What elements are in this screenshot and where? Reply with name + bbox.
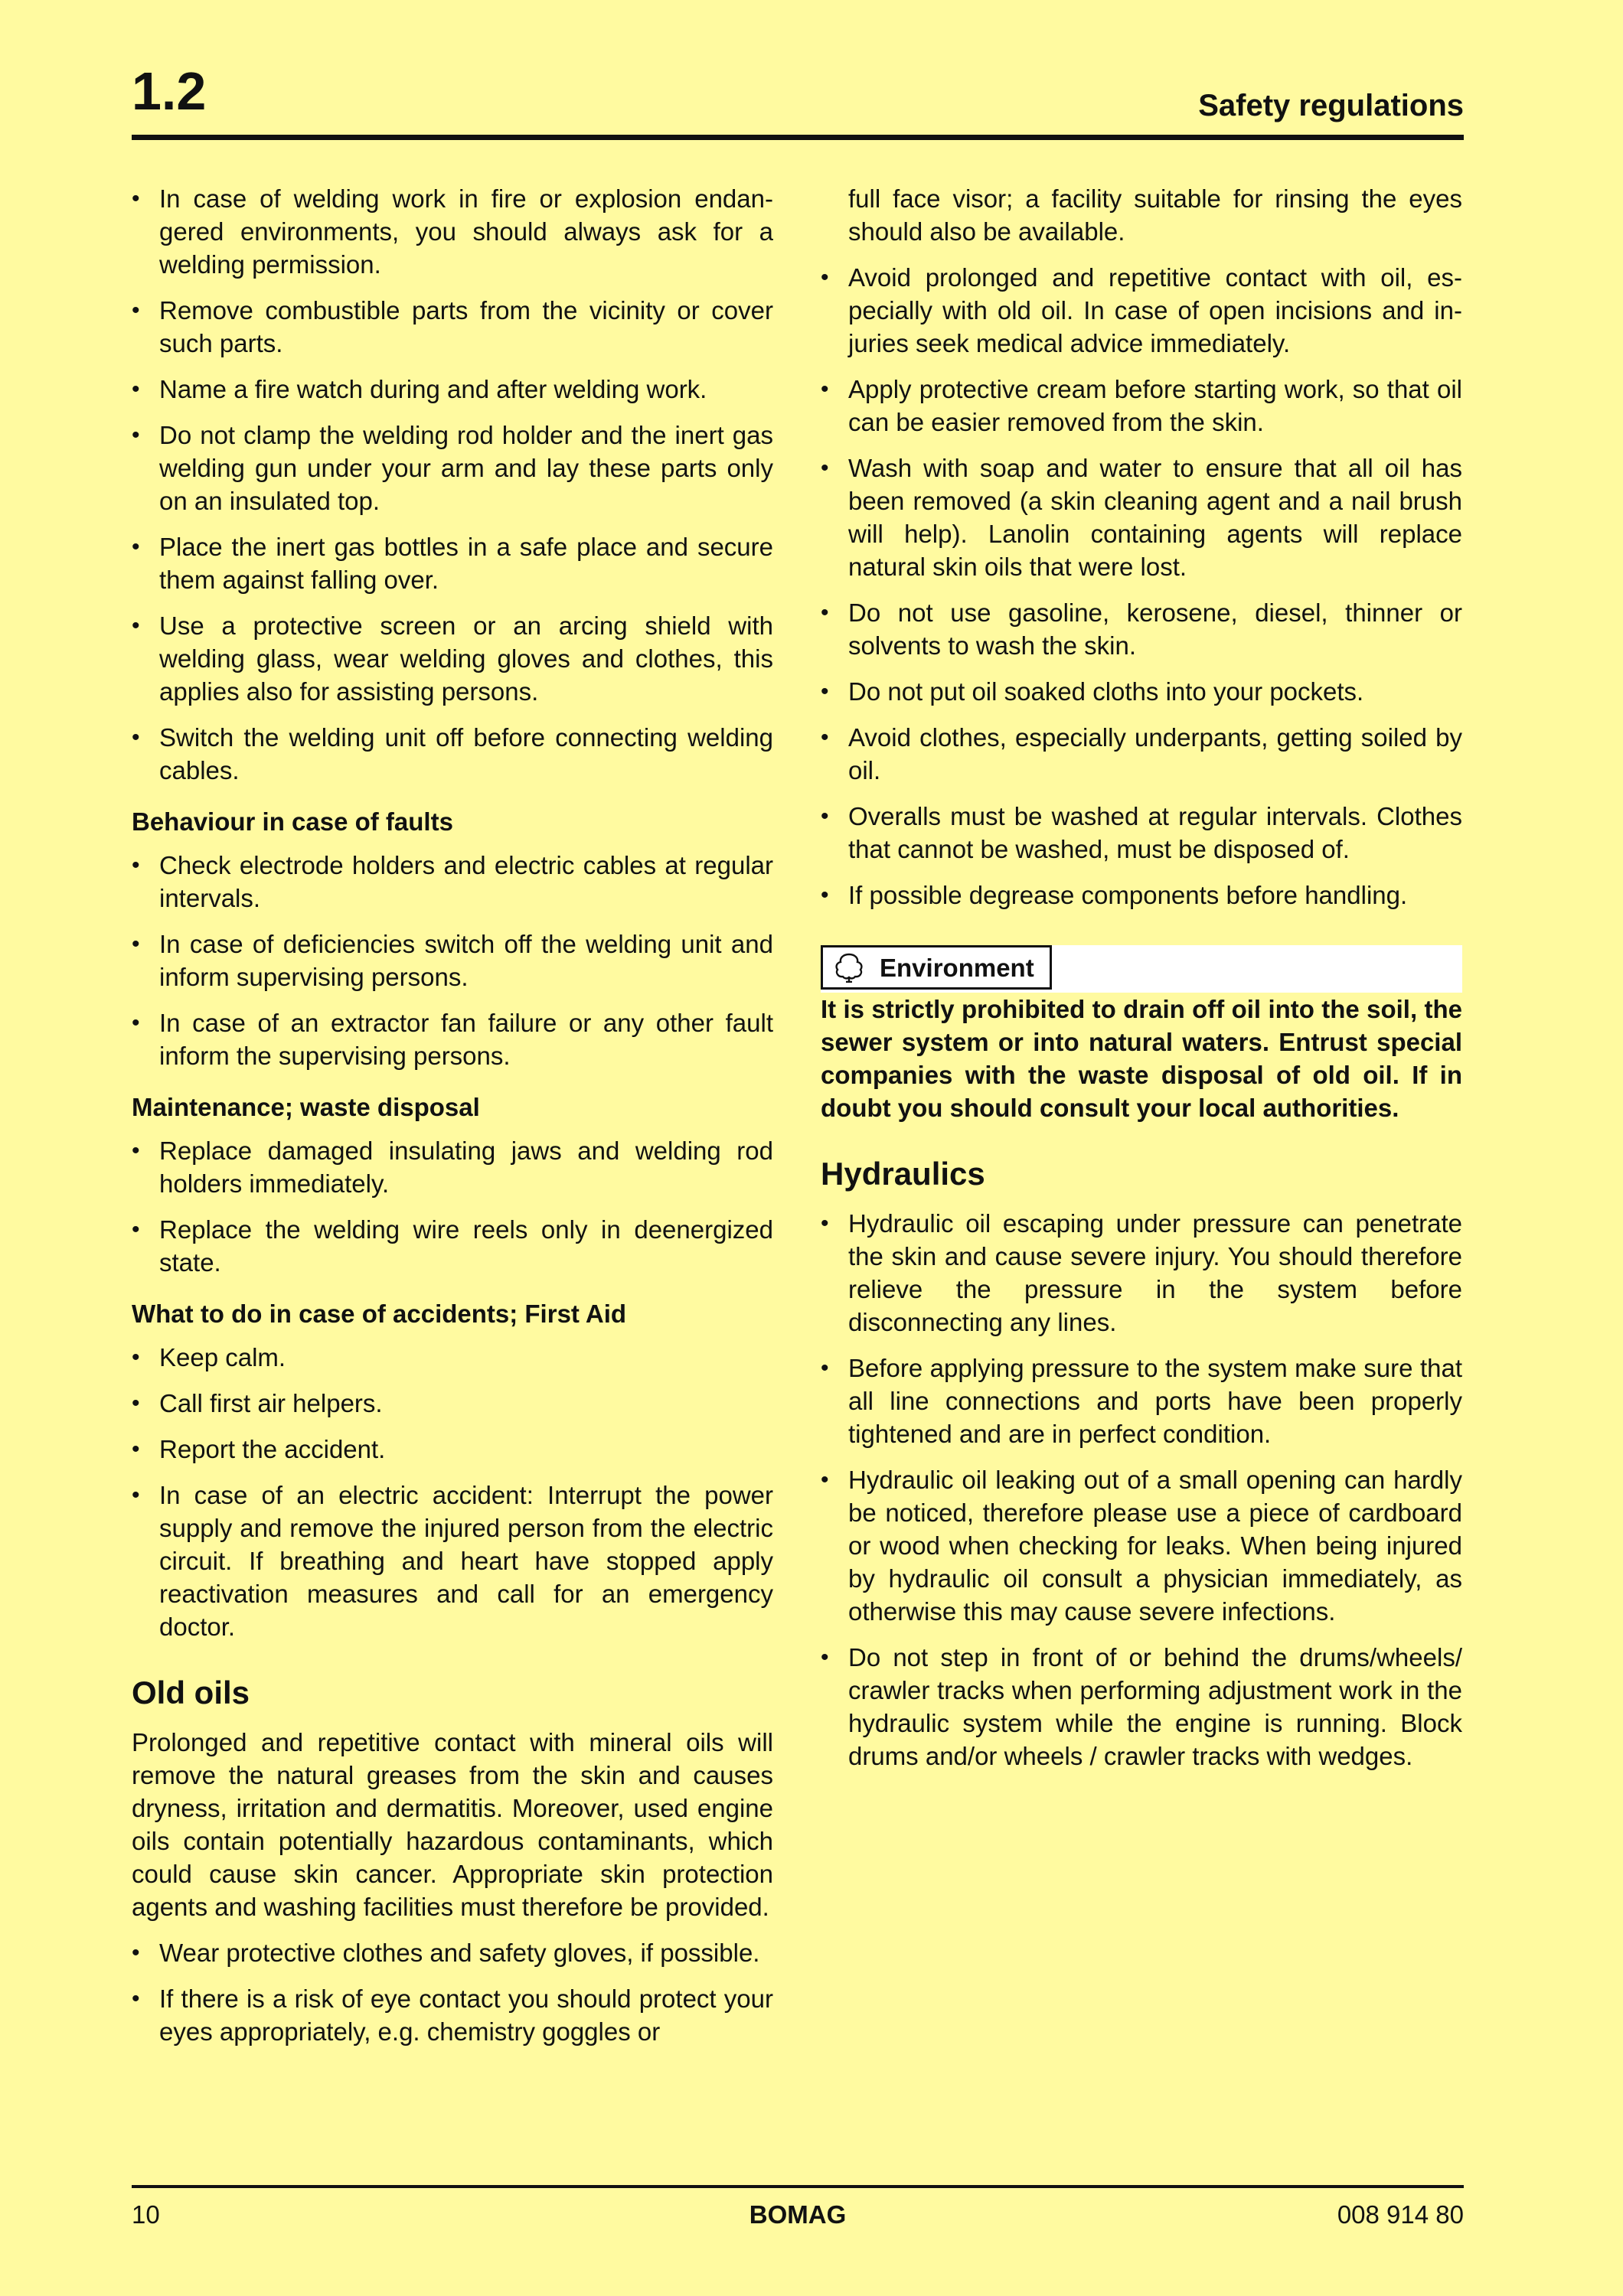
list-item: • Hydraulic oil escaping under pressure can penetrate the skin and cause severe injury. You should therefore relieve the pressure in the system before disconnecting any lines. — [821, 1207, 1462, 1339]
maintenance-heading: Maintenance; waste disposal — [132, 1093, 480, 1121]
faults-list — [132, 849, 773, 1072]
list-item: • Report the accident. — [132, 1433, 773, 1466]
environment-notice-header — [821, 945, 1462, 993]
hydraulics-list — [821, 1207, 1462, 1773]
list-item: • Call first air helpers. — [132, 1387, 773, 1420]
page-number: 10 — [132, 2200, 160, 2229]
left-column — [132, 182, 773, 2061]
list-item: • In case of an extractor fan failure or any other fault inform the supervising persons. — [132, 1006, 773, 1072]
old-oils-heading: Old oils — [132, 1675, 250, 1711]
list-item: • Replace damaged insulating jaws and welding rod holders immediately. — [132, 1134, 773, 1200]
list-item: • Do not clamp the welding rod holder and the inert gas welding gun under your arm and lay these parts only on an insulated top. — [132, 419, 773, 517]
maintenance-list — [132, 1134, 773, 1279]
list-item: • Wear protective clothes and safety gloves, if possible. — [132, 1936, 773, 1969]
oil-list — [821, 261, 1462, 912]
environment-label-text: Environment — [880, 953, 1034, 982]
right-column — [821, 182, 1462, 1786]
old-oils-list — [132, 1936, 773, 2048]
list-item: • Avoid clothes, especially underpants, getting soiled by oil. — [821, 721, 1462, 787]
list-item: • Apply protective cream before starting work, so that oil can be easier removed from the skin. — [821, 373, 1462, 439]
old-oils-paragraph: Prolonged and repetitive contact with mineral oils will remove the natural greases from the skin and causes dryness, irritation and dermatitis. Moreover, used engine oils contain potentially hazardous contaminants, which could cause skin cancer. Appropriate skin protection agents and washing facilities must therefore be provided. — [132, 1728, 773, 1922]
environment-text: It is strictly prohibited to drain off oil into the soil, the sewer system or into natural waters. Entrust special companies with the waste disposal of old oil. If in doubt you should consult your local authorities. — [821, 995, 1462, 1122]
list-item: • Do not use gasoline, kerosene, diesel, thinner or solvents to wash the skin. — [821, 596, 1462, 662]
list-item: • Hydraulic oil leaking out of a small opening can hardly be noticed, therefore please use a piece of cardboard or wood when checking for leaks. When being injured by hydraulic oil consult a physician immediately, as otherwise this may cause severe infections. — [821, 1463, 1462, 1628]
list-item: • Name a fire watch during and after welding work. — [132, 373, 773, 406]
list-item: • Keep calm. — [132, 1341, 773, 1374]
list-item: • Place the inert gas bottles in a safe place and secure them against falling over. — [132, 530, 773, 596]
list-item: • Before applying pressure to the system make sure that all line connections and ports have been properly tightened and are in perfect condition. — [821, 1352, 1462, 1450]
list-item: • Use a protective screen or an arcing shield with welding glass, wear welding gloves and clothes, this applies also for assisting persons. — [132, 609, 773, 708]
continued-text: full face visor; a facility suitable for rinsing the eyes should also be available. — [848, 184, 1462, 246]
list-item: • Replace the welding wire reels only in deenergized state. — [132, 1213, 773, 1279]
document-number: 008 914 80 — [1337, 2200, 1464, 2229]
tree-icon — [832, 952, 866, 983]
list-item: • Avoid prolonged and repetitive contact with oil, especially with old oil. In case of open incisions and injuries seek medical advice immediately. — [821, 261, 1462, 360]
accidents-heading: What to do in case of accidents; First Aid — [132, 1300, 627, 1328]
list-item: • In case of an electric accident: Interrupt the power supply and remove the injured person from the electric circuit. If breathing and heart have stopped apply reactivation measures and call for an emergency doctor. — [132, 1479, 773, 1643]
list-item: • Remove combustible parts from the vicinity or cover such parts. — [132, 294, 773, 360]
list-item: • Check electrode holders and electric cables at regular intervals. — [132, 849, 773, 915]
welding-list — [132, 182, 773, 787]
accidents-list — [132, 1341, 773, 1643]
list-item: • Overalls must be washed at regular intervals. Clothes that cannot be washed, must be disposed of. — [821, 800, 1462, 866]
page-header — [132, 61, 1464, 140]
page-footer — [132, 2185, 1464, 2234]
list-item: • If there is a risk of eye contact you should protect your eyes appropriately, e.g. chemistry goggles or — [132, 1982, 773, 2048]
list-item: • In case of deficiencies switch off the welding unit and inform supervising persons. — [132, 928, 773, 993]
list-item: • Switch the welding unit off before connecting welding cables. — [132, 721, 773, 787]
brand-name: BOMAG — [749, 2200, 847, 2229]
section-number: 1.2 — [132, 61, 207, 121]
faults-heading: Behaviour in case of faults — [132, 807, 453, 836]
section-title: Safety regulations — [1198, 89, 1464, 122]
list-item: • Do not step in front of or behind the drums/wheels/ crawler tracks when performing adjustment work in the hydraulic system while the engine is running. Block drums and/or wheels / crawler tracks with wedges. — [821, 1641, 1462, 1773]
list-item: • If possible degrease components before handling. — [821, 879, 1462, 912]
list-item: • In case of welding work in fire or explosion endangered environments, you should always ask for a welding permission. — [132, 182, 773, 281]
hydraulics-heading: Hydraulics — [821, 1156, 985, 1192]
list-item: • Wash with soap and water to ensure that all oil has been removed (a skin cleaning agent and a nail brush will help). Lanolin containing agents will replace natural skin oils that were lost. — [821, 452, 1462, 583]
environment-label — [821, 945, 1052, 990]
list-item: • Do not put oil soaked cloths into your pockets. — [821, 675, 1462, 708]
